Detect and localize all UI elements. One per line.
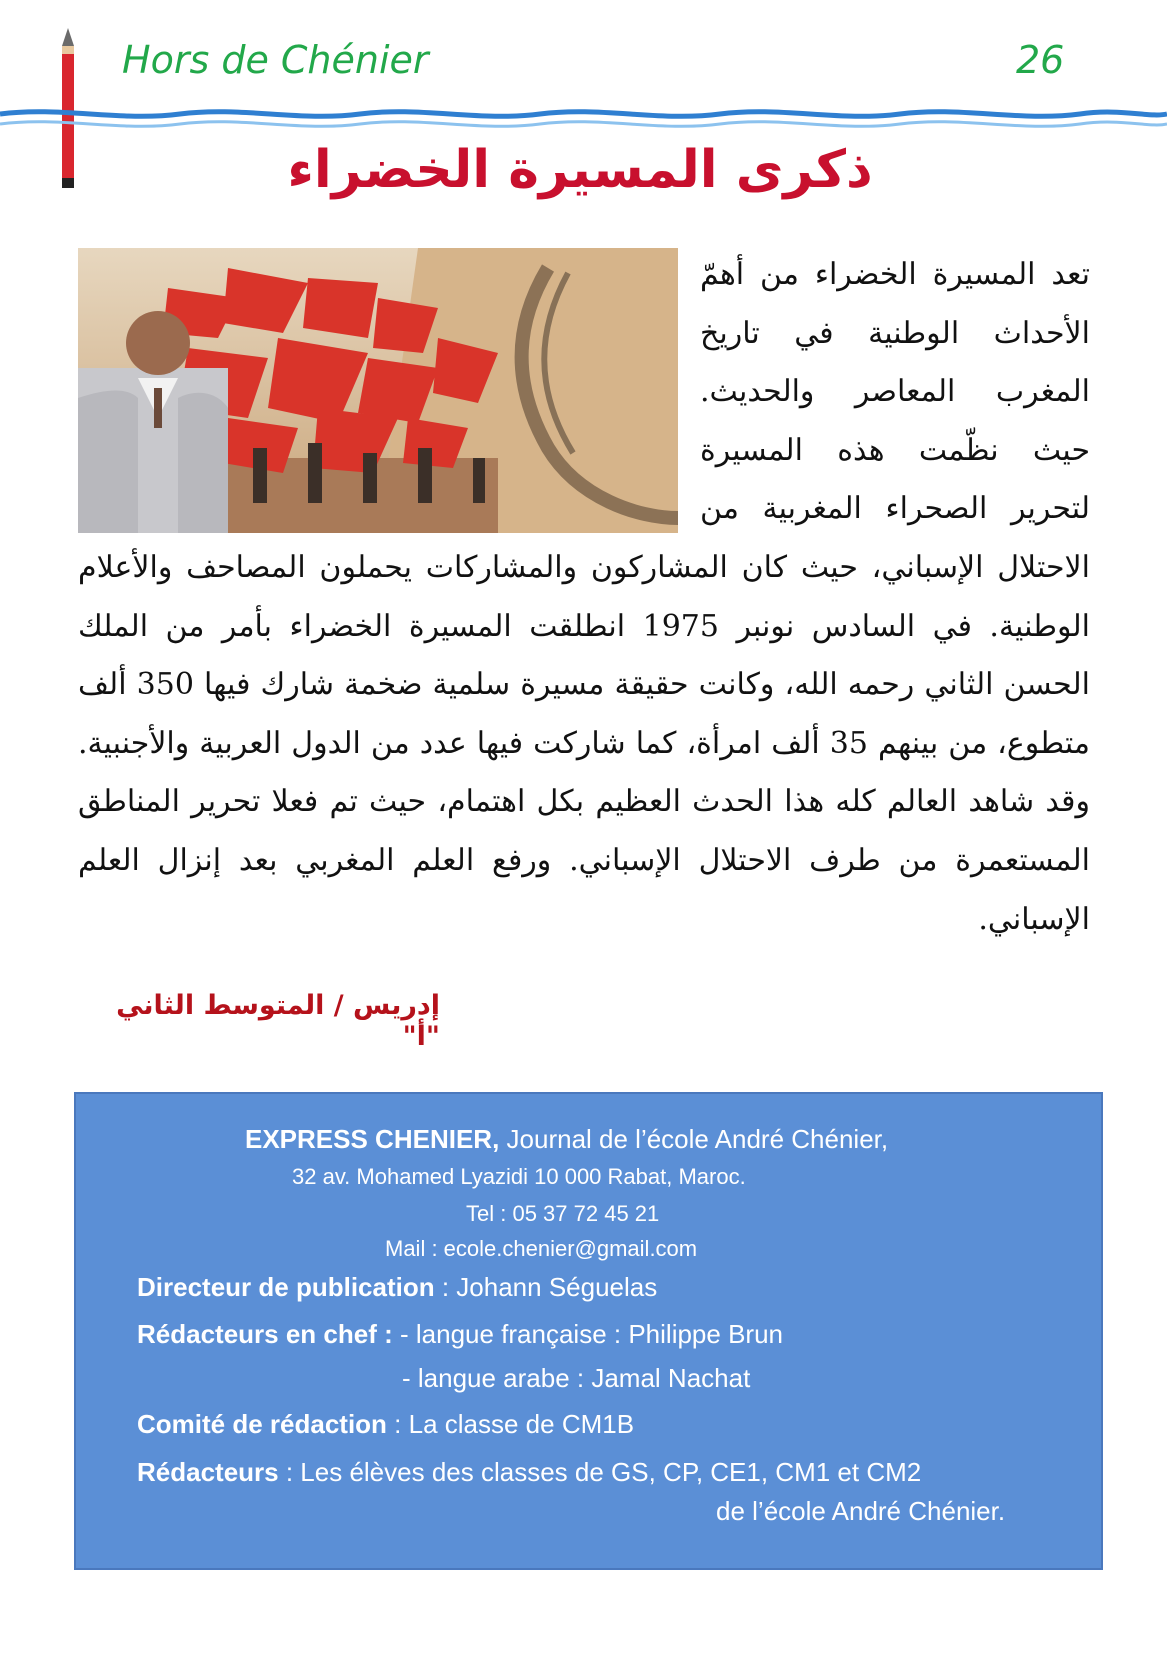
writers-label: Rédacteurs — [137, 1457, 279, 1487]
chief-label: Rédacteurs en chef : — [137, 1319, 393, 1349]
committee-line — [137, 1409, 634, 1440]
article-body-text: تعد المسيرة الخضراء من أهمّ الأحداث الوطنية في تاريخ المغرب المعاصر والحديث. حيث نظّمت هذه المسيرة لتحرير الصحراء المغربية من الاحتلال الإسباني، حيث كان المشاركون والمشاركات يحملون المصاحف والأعلام الوطنية. في السادس نونبر 1975 انطلقت المسيرة الخضراء بأمر من الملك الحسن الثاني رحمه الله، وكانت حقيقة مسيرة سلمية ضخمة شارك فيها 350 ألف متطوع، من بينهم 35 ألف امرأة، كما شاركت فيها عدد من الدول العربية والأجنبية. وقد شاهد العالم كله هذا الحدث العظيم بكل اهتمام، حيث تم فعلا تحرير المناطق المستعمرة من طرف الاحتلال الإسباني. ورفع العلم المغربي بعد إنزال العلم الإسباني. — [78, 257, 1091, 937]
article-body — [78, 246, 1090, 949]
director-label: Directeur de publication — [137, 1272, 435, 1302]
committee-label: Comité de rédaction — [137, 1409, 387, 1439]
page-number: 26 — [1016, 38, 1065, 82]
journal-desc: Journal de l’école André Chénier, — [506, 1124, 889, 1154]
address: 32 av. Mohamed Lyazidi 10 000 Rabat, Maroc. — [292, 1164, 746, 1189]
colophon-box — [74, 1092, 1103, 1570]
writers-line — [137, 1457, 921, 1488]
image-spacer — [78, 246, 700, 536]
header-title: Hors de Chénier — [122, 38, 429, 82]
committee-value: : La classe de CM1B — [394, 1409, 635, 1439]
director-line — [137, 1272, 657, 1303]
wave-divider — [0, 96, 1167, 136]
director-value: : Johann Séguelas — [441, 1272, 658, 1302]
article-title: ذكرى المسيرة الخضراء — [287, 140, 873, 200]
chief-line — [137, 1319, 783, 1350]
journal-line — [245, 1124, 888, 1155]
article-author: إدريس / المتوسط الثاني "أ" — [116, 990, 440, 1052]
telephone: Tel : 05 37 72 45 21 — [466, 1201, 660, 1226]
chief-arabic: - langue arabe : Jamal Nachat — [402, 1363, 751, 1393]
chief-french: - langue française : Philippe Brun — [399, 1319, 783, 1349]
email: Mail : ecole.chenier@gmail.com — [385, 1236, 698, 1261]
writers-school: de l’école André Chénier. — [716, 1496, 1006, 1526]
writers-value: : Les élèves des classes de GS, CP, CE1, CM1 et CM2 — [285, 1457, 922, 1487]
journal-name: EXPRESS CHENIER, — [245, 1124, 500, 1154]
